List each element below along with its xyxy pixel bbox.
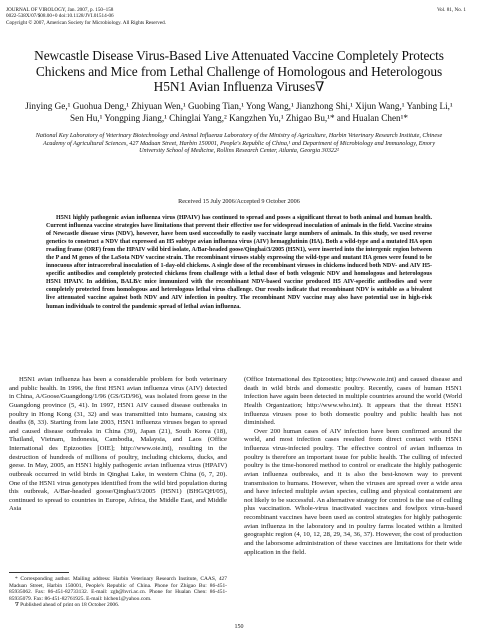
abstract: H5N1 highly pathogenic avian influenza virus (HPAIV) has continued to spread and poses a significant threat to both animal and human health. Current influenza vaccine strategies have limitations that prevent their effective use for widespread inoculation of animals in the field. Vaccine strains of Newcastle disease virus (NDV), however, have been used successfully to easily vaccinate large numbers of animals. In this study, we used reverse genetics to construct a NDV that expressed an H5 subtype avian influenza virus (AIV) hemagglutinin (HA). Both a wild-type and a mutated HA open reading frame (ORF) from the HPAIV wild bird isolate, A/Bar-headed goose/Qinghai/3/2005 (H5N1), were inserted into the intergenic region between the P and M genes of the LaSota NDV vaccine strain. The recombinant viruses stably expressing the wild-type and mutant HA genes were found to be innocuous after intracerebral inoculation of 1-day-old chickens. A single dose of the recombinant viruses in chickens induced both NDV- and AIV H5-specific antibodies and completely protected chickens from challenge with a lethal dose of both velogenic NDV and homologous and heterologous H5N1 HPAIV. In addition, BALB/c mice immunized with the recombinant NDV-based vaccine produced H5 AIV-specific antibodies and were completely protected from homologous and heterologous lethal virus challenge. Our results indicate that recombinant NDV is suitable as a bivalent live attenuated vaccine against both NDV and AIV infection in poultry. The recombinant NDV vaccine may also have potential use in high-risk human individuals to control the pandemic spread of lethal avian influenza. xyxy=(46,215,432,310)
body-paragraph: H5N1 avian influenza has been a considerable problem for both veterinary and public health. In 1996, the first H5N1 avian influenza virus (AIV) detected in China, A/Goose/Guangdong/1/96 (GS/GD/96), was isolated from geese in the Guangdong province (5, 41). In 1997, H5N1 AIV caused disease outbreaks in poultry in Hong Kong (31, 32) and was transmitted into humans, causing six deaths (8, 33). Starting from late 2003, H5N1 influenza viruses began to spread and caused disease outbreaks in China (39), Japan (21), South Korea (18), Thailand, Vietnam, Indonesia, Cambodia, Malaysia, and Laos (Office International des Epizooties [OIE]; http://www.oie.int), resulting in the destruction of hundreds of millions of poultry, including chickens, ducks, and geese. In May, 2005, an H5N1 highly pathogenic avian influenza virus (HPAIV) outbreak occurred in wild birds in Qinghai Lake, in western China (6, 7, 20). One of the H5N1 virus genotypes identified from the wild bird population during this outbreak, A/Bar-headed goose/Qinghai/3/2005 (H5N1) (BHG/QH/05), continued to spread to countries in Europe, Africa, the Middle East, and Middle Asia xyxy=(9,376,227,513)
affiliations: National Key Laboratory of Veterinary Biotechnology and Animal Influenza Laboratory of the Ministry of Agriculture, Harbin Veterinary Research Institute, Chinese Academy of Agricultural Sciences, 427 Maduan Street, Harbin 150001, People's Republic of China,¹ and Department of Microbiology and Immunology, Emory University School of Medicine, Rollins Research Center, Atlanta, Georgia 30322² xyxy=(35,133,443,155)
body-column-left xyxy=(9,376,227,514)
volume-label: Vol. 81, No. 1 xyxy=(436,7,466,13)
body-column-right xyxy=(244,376,462,557)
journal-citation: JOURNAL OF VIROLOGY, Jan. 2007, p. 150–158 xyxy=(6,7,114,13)
issn-doi: 0022-538X/07/$08.00+0 doi:10.1128/JVI.01514-06 xyxy=(6,13,114,20)
received-dates: Received 15 July 2006/Accepted 9 October 2006 xyxy=(178,198,300,205)
footnotes xyxy=(9,576,227,609)
copyright-notice: Copyright © 2007, American Society for Microbiology. All Rights Reserved. xyxy=(6,19,167,26)
article-title: Newcastle Disease Virus-Based Live Attenuated Vaccine Completely Protects Chickens and Mice from Lethal Challenge of Homologous and Heterologous H5N1 Avian Influenza Viruses∇ xyxy=(34,48,444,95)
body-paragraph: Over 200 human cases of AIV infection have been confirmed around the world, and most infection cases resulted from direct contact with H5N1 influenza virus-infected poultry. The effective control of avian influenza in poultry is therefore an important issue for public health. The culling of infected poultry is the time-honored method to control or eradicate the highly pathogenic avian influenza outbreaks, and it is also the best-known way to prevent transmission to humans. However, when the viruses are spread over a wide area and have infected multiple avian species, culling and physical containment are not likely to be successful. An alternative strategy for control is the use of culling plus vaccination. Whole-virus inactivated vaccines and fowlpox virus-based recombinant vaccines have been used as control strategies for highly pathogenic avian influenza in the laboratory and in poultry farms located within a limited geographic region (4, 10, 12, 28, 29, 34, 36, 37). However, the cost of production and the laborsome administration of these vaccines are limitations for their wide application in the field. xyxy=(244,427,462,556)
corresponding-author-footnote: * Corresponding author. Mailing address: Harbin Veterinary Research Institute, CAAS, 427 Maduan Street, Harbin 150001, People's Republic of China. Phone for Zhigao Bu: 86-451-85935062. Fax: 86-451-82733132. E-mail: zgb@hvri.ac.cn. Phone for Hualan Chen: 86-451-85935079. Fax: 86-451-82761925. E-mail: hlchen1@yahoo.com. xyxy=(9,576,227,602)
page-number: 150 xyxy=(234,624,244,630)
author-list: Jinying Ge,¹ Guohua Deng,¹ Zhiyuan Wen,¹ Guobing Tian,¹ Yong Wang,¹ Jianzhong Shi,¹ Xijun Wang,¹ Yanbing Li,¹ Sen Hu,¹ Yongping Jiang,¹ Chinglai Yang,² Kangzhen Yu,¹ Zhigao Bu,¹* and Hualan Chen¹* xyxy=(25,101,453,123)
footnote-divider xyxy=(9,572,69,573)
body-paragraph: (Office International des Epizooties; http://www.oie.int) and caused disease and death in wild birds and domestic poultry. Recently, cases of human H5N1 infection have again been detected in multiple countries around the world (World Health Organization; http://www.who.int). It appears that the threat H5N1 influenza viruses pose to both domestic poultry and public health has not diminished. xyxy=(244,376,462,427)
running-header xyxy=(6,7,306,26)
publication-footnote: ∇ Published ahead of print on 18 October 2006. xyxy=(15,602,120,609)
